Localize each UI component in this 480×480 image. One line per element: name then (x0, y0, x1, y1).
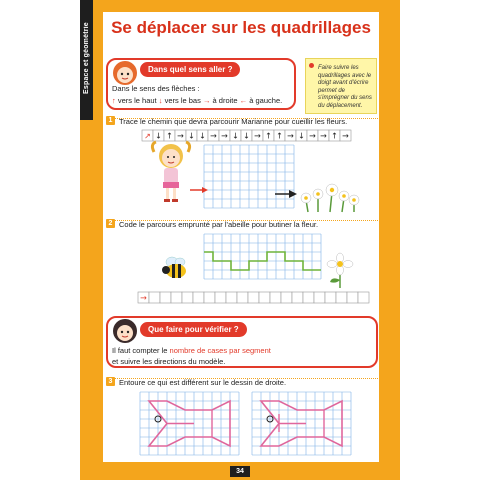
exercise-3-instruction: Entoure ce qui est différent sur le dessin de droite. (119, 378, 287, 387)
code-arrow: ↑ (276, 131, 283, 141)
exercise-2-code-row (138, 292, 368, 304)
code-cell (281, 292, 292, 303)
code-cell (237, 292, 248, 303)
girl-face-icon (112, 318, 138, 344)
arrow-down-icon: ↓ (158, 96, 163, 105)
code-arrow: ↑ (331, 131, 338, 141)
code-cell (358, 292, 369, 303)
code-arrow: → (309, 131, 316, 141)
arrow-to-flowers-icon (275, 190, 297, 198)
code-cell (347, 292, 358, 303)
code-cell (336, 292, 347, 303)
chapter-label: Espace et géométrie (83, 22, 90, 94)
code-arrow: → (140, 293, 147, 303)
arrow-right-icon: → (202, 96, 211, 105)
code-cell (325, 292, 336, 303)
exercise-1-grid (204, 145, 294, 208)
frame-top (80, 0, 400, 12)
girl-marianne-illustration (148, 140, 194, 204)
code-cell (204, 292, 215, 303)
flower-illustration (326, 252, 354, 288)
exercise-3-number: 3 (106, 377, 115, 386)
code-cell (248, 292, 259, 303)
code-cell (314, 292, 325, 303)
bee-illustration (158, 256, 194, 280)
code-arrow: ↗ (144, 131, 151, 141)
code-arrow: → (320, 131, 327, 141)
code-arrow: ↑ (265, 131, 272, 141)
code-cell (226, 292, 237, 303)
verify-line-2: et suivre les directions du modèle. (112, 357, 226, 366)
flowers-illustration (298, 178, 362, 214)
code-cell (171, 292, 182, 303)
code-arrow: ↓ (188, 131, 195, 141)
frame-right (379, 0, 400, 480)
exercise-2-grid (204, 234, 324, 284)
code-arrow: ↓ (232, 131, 239, 141)
fish-model-grid (140, 392, 240, 456)
exercise-1-instruction: Trace le chemin que devra parcourir Marianne pour cueillir les fleurs. (119, 117, 348, 126)
dir-right-label: à droite (212, 96, 238, 105)
section-heading-verify: Que faire pour vérifier ? (140, 322, 247, 337)
code-cell (215, 292, 226, 303)
code-arrow: → (210, 131, 217, 141)
code-cell (270, 292, 281, 303)
start-arrow-head (202, 187, 208, 193)
code-arrow: → (342, 131, 349, 141)
code-arrow: ↓ (199, 131, 206, 141)
dir-left-label: à gauche. (249, 96, 283, 105)
page-number: 34 (230, 466, 250, 477)
code-arrow: ↓ (243, 131, 250, 141)
girl-face-icon (112, 60, 138, 86)
fish-copy-grid (252, 392, 352, 456)
exercise-2-instruction: Code le parcours emprunté par l'abeille pour butiner la fleur. (119, 220, 319, 229)
exercise-2-number: 2 (106, 219, 115, 228)
code-cell (259, 292, 270, 303)
section-heading-direction: Dans quel sens aller ? (140, 62, 240, 77)
bee-path (204, 252, 321, 270)
verify-text-a: Il faut compter le (112, 346, 170, 355)
code-cell (303, 292, 314, 303)
note-bullet (309, 63, 314, 68)
code-cell (160, 292, 171, 303)
code-arrow: → (254, 131, 261, 141)
code-arrow: → (287, 131, 294, 141)
code-cell (149, 292, 160, 303)
rule-intro: Dans le sens des flèches : (112, 84, 200, 93)
verify-highlight: nombre de cases par segment (169, 346, 271, 355)
verify-line-1 (112, 346, 271, 355)
code-arrow: → (177, 131, 184, 141)
exercise-1-number: 1 (106, 116, 115, 125)
code-arrow: ↓ (155, 131, 162, 141)
teacher-note: Faire suivre les quadrillages avec le doigt avant d'écrire permet de s'imprégner du sens du déplacement. (305, 58, 377, 114)
page-title: Se déplacer sur les quadrillages (111, 18, 371, 37)
code-cell (193, 292, 204, 303)
arrow-left-icon: ← (239, 96, 248, 105)
arrow-up-icon: ↑ (112, 96, 116, 105)
code-cell (182, 292, 193, 303)
code-cell (292, 292, 303, 303)
dir-up-label: vers le haut (117, 96, 157, 105)
code-arrow: → (221, 131, 228, 141)
dir-down-label: vers le bas (164, 96, 201, 105)
code-arrow: ↑ (166, 131, 173, 141)
rule-directions (112, 96, 282, 105)
code-arrow: ↓ (298, 131, 305, 141)
